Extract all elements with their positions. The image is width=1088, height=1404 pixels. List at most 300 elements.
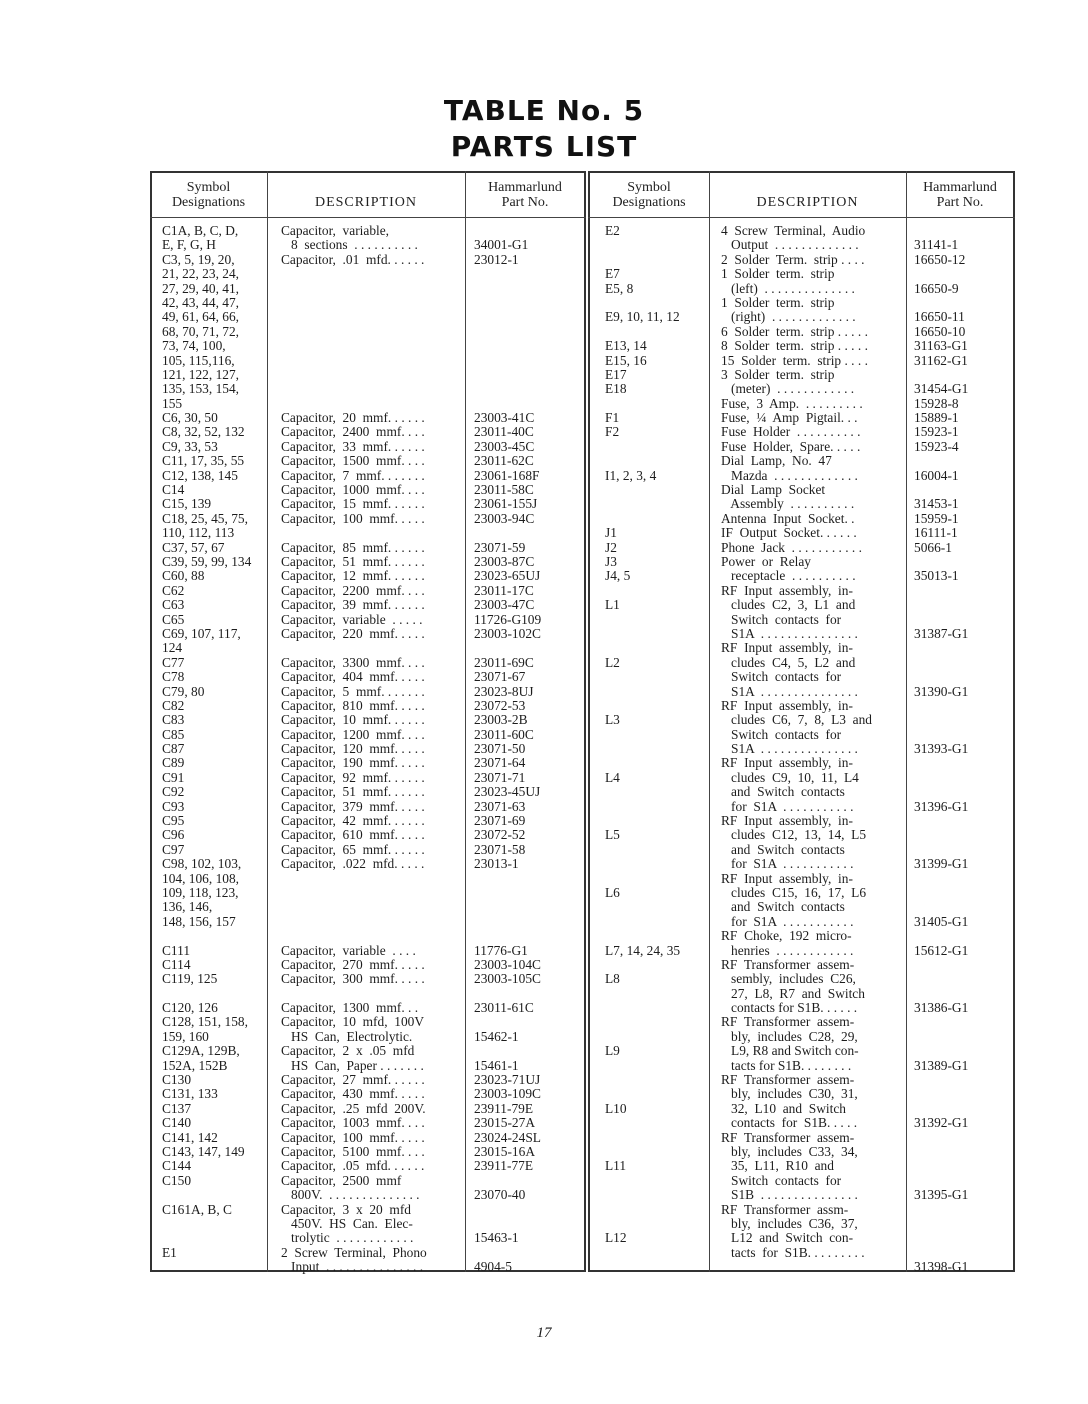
table-line: cludes C2, 3, L1 and: [721, 598, 856, 613]
table-line: [605, 497, 707, 511]
table-line: C39, 59, 99, 134: [162, 554, 252, 569]
table-line: Capacitor, 3 x 20 mfd: [281, 1202, 411, 1217]
table-line: [914, 598, 1012, 612]
table-line: 15923-4: [914, 439, 959, 454]
table-line: C150: [162, 1173, 192, 1188]
table-line: bly, includes C30, 31,: [721, 1087, 858, 1102]
right-symbol-column: [605, 224, 707, 1275]
table-line: C141, 142: [162, 1130, 218, 1145]
table-line: [605, 958, 707, 972]
table-line: 23023-45UJ: [474, 785, 541, 800]
table-line: contacts for S1B. . . . . .: [721, 1001, 858, 1016]
table-line: RF Transformer assem-: [721, 1073, 855, 1088]
table-line: RF Choke, 192 micro-: [721, 929, 852, 944]
table-line: [914, 699, 1012, 713]
table-line: 31405-G1: [914, 914, 969, 929]
table-line: [474, 641, 582, 655]
table-line: C98, 102, 103,: [162, 857, 242, 872]
table-line: [605, 1131, 707, 1145]
table-line: 32, L10 and Switch: [721, 1101, 846, 1116]
table-line: [162, 1260, 264, 1274]
table-line: E1: [162, 1245, 177, 1260]
table-line: [605, 987, 707, 1001]
table-line: 15959-1: [914, 511, 959, 526]
table-line: [605, 1116, 707, 1130]
table-line: C130: [162, 1073, 192, 1088]
table-line: 16650-11: [914, 310, 965, 325]
table-line: [281, 987, 463, 1001]
table-line: (meter) . . . . . . . . . . . .: [721, 382, 855, 397]
table-line: [605, 1217, 707, 1231]
table-line: [914, 1174, 1012, 1188]
table-line: [281, 641, 463, 655]
table-line: C95: [162, 814, 185, 829]
table-line: [605, 627, 707, 641]
table-line: [914, 267, 1012, 281]
table-line: C111: [162, 943, 191, 958]
table-line: [474, 368, 582, 382]
table-line: C85: [162, 727, 185, 742]
table-line: C11, 17, 35, 55: [162, 454, 245, 469]
table-line: C144: [162, 1159, 192, 1174]
table-line: 23071-69: [474, 814, 526, 829]
table-line: [605, 296, 707, 310]
table-line: 8 Solder term. strip . . . . .: [721, 339, 868, 354]
table-line: L2: [605, 655, 620, 670]
table-line: [605, 756, 707, 770]
table-line: Assembly . . . . . . . . . .: [721, 497, 855, 512]
table-line: 104, 106, 108,: [162, 871, 239, 886]
table-line: Capacitor, 379 mmf. . . . .: [281, 799, 425, 814]
table-line: [474, 382, 582, 396]
table-line: 23015-27A: [474, 1116, 535, 1131]
table-line: 16650-10: [914, 324, 966, 339]
table-line: Switch contacts for: [721, 1173, 842, 1188]
table-line: Capacitor, 120 mmf. . . . .: [281, 742, 425, 757]
table-line: [605, 512, 707, 526]
table-line: Capacitor, 5 mmf. . . . . . .: [281, 684, 425, 699]
table-line: 23071-71: [474, 770, 526, 785]
table-line: [474, 282, 582, 296]
table-line: [474, 267, 582, 281]
table-line: cludes C4, 5, L2 and: [721, 655, 856, 670]
table-line: [605, 483, 707, 497]
table-line: [281, 354, 463, 368]
table-line: 15928-8: [914, 396, 959, 411]
table-line: 15889-1: [914, 411, 959, 426]
table-line: L8: [605, 972, 620, 987]
table-line: [914, 713, 1012, 727]
table-line: Capacitor, 404 mmf. . . . .: [281, 670, 425, 685]
table-line: C161A, B, C: [162, 1202, 232, 1217]
table-line: 15461-1: [474, 1058, 519, 1073]
table-line: [605, 1001, 707, 1015]
table-line: 23061-168F: [474, 468, 540, 483]
table-line: 31399-G1: [914, 857, 969, 872]
table-line: RF Transformer assm-: [721, 1202, 849, 1217]
table-line: Capacitor, .022 mfd. . . . .: [281, 857, 425, 872]
table-line: [605, 843, 707, 857]
table-line: 68, 70, 71, 72,: [162, 324, 239, 339]
table-line: C9, 33, 53: [162, 439, 218, 454]
table-line: Capacitor, 42 mmf. . . . . .: [281, 814, 425, 829]
table-line: Capacitor, 610 mmf. . . . .: [281, 828, 425, 843]
table-line: L4: [605, 770, 620, 785]
table-line: Capacitor, 220 mmf. . . . .: [281, 626, 425, 641]
table-line: 450V. HS Can. Elec-: [281, 1216, 413, 1231]
table-line: L7, 14, 24, 35: [605, 943, 681, 958]
table-line: 23072-52: [474, 828, 526, 843]
table-line: 109, 118, 123,: [162, 885, 239, 900]
table-line: 23003-41C: [474, 411, 535, 426]
table-line: 1 Solder term. strip: [721, 267, 835, 282]
table-line: bly, includes C28, 29,: [721, 1029, 858, 1044]
table-line: [605, 728, 707, 742]
table-line: bly, includes C36, 37,: [721, 1216, 858, 1231]
table-line: [914, 1102, 1012, 1116]
table-line: 23023-71UJ: [474, 1073, 541, 1088]
table-line: Switch contacts for: [721, 670, 842, 685]
table-line: Capacitor, 7 mmf. . . . . . .: [281, 468, 425, 483]
table-line: 23071-59: [474, 540, 526, 555]
header-rule: [150, 217, 586, 218]
table-line: C63: [162, 598, 185, 613]
table-line: Capacitor, 10 mfd, 100V: [281, 1015, 425, 1030]
table-line: [281, 282, 463, 296]
header-part-no: Hammarlund Part No.: [488, 180, 562, 210]
table-line: Capacitor, 33 mmf. . . . . .: [281, 439, 425, 454]
table-line: S1A . . . . . . . . . . . . . . .: [721, 742, 858, 757]
table-line: L5: [605, 828, 620, 843]
table-line: C143, 147, 149: [162, 1145, 245, 1159]
table-line: [474, 872, 582, 886]
table-line: (left) . . . . . . . . . . . . . .: [721, 281, 855, 296]
table-line: [914, 728, 1012, 742]
table-line: Capacitor, 85 mmf. . . . . .: [281, 540, 425, 555]
table-line: [281, 325, 463, 339]
header-symbol-designations: Symbol Designations: [612, 180, 686, 210]
table-line: [914, 929, 1012, 943]
table-line: 23003-87C: [474, 554, 535, 569]
table-line: (right) . . . . . . . . . . . . .: [721, 310, 856, 325]
table-line: F2: [605, 425, 620, 440]
table-line: [605, 685, 707, 699]
table-line: [605, 857, 707, 871]
table-line: J4, 5: [605, 569, 631, 584]
table-line: 23015-16A: [474, 1145, 535, 1159]
table-line: Fuse Holder . . . . . . . . . .: [721, 425, 861, 440]
table-line: RF Input assembly, in-: [721, 583, 853, 598]
table-line: [914, 900, 1012, 914]
table-line: J1: [605, 526, 617, 541]
table-line: 23071-67: [474, 670, 526, 685]
table-line: E, F, G, H: [162, 238, 216, 253]
table-line: Capacitor, 51 mmf. . . . . .: [281, 785, 425, 800]
table-line: sembly, includes C26,: [721, 972, 856, 987]
table-line: 3 Solder term. strip: [721, 367, 835, 382]
table-line: Phone Jack . . . . . . . . . . .: [721, 540, 862, 555]
table-line: [605, 1174, 707, 1188]
table-line: 31163-G1: [914, 339, 968, 354]
table-line: cludes C15, 16, 17, L6: [721, 885, 867, 900]
table-line: 31393-G1: [914, 742, 969, 757]
table-line: [605, 1203, 707, 1217]
table-line: Capacitor, 430 mmf. . . . .: [281, 1087, 425, 1102]
table-line: [914, 828, 1012, 842]
table-line: [281, 368, 463, 382]
table-line: [162, 929, 264, 943]
table-line: 23072-53: [474, 698, 526, 713]
table-line: henries . . . . . . . . . . . .: [721, 943, 854, 958]
table-line: L12: [605, 1231, 627, 1246]
table-line: C1A, B, C, D,: [162, 224, 239, 238]
table-line: [474, 1203, 582, 1217]
table-line: C114: [162, 957, 191, 972]
table-line: 23071-50: [474, 742, 526, 757]
table-line: E18: [605, 382, 627, 397]
table-line: L6: [605, 885, 620, 900]
table-line: 23011-62C: [474, 454, 534, 469]
table-line: 23003-47C: [474, 598, 535, 613]
table-line: Capacitor, 810 mmf. . . . .: [281, 698, 425, 713]
table-line: 21, 22, 23, 24,: [162, 267, 239, 282]
table-line: tacts for S1B. . . . . . . . .: [721, 1245, 865, 1260]
table-line: [281, 915, 463, 929]
table-line: [605, 1030, 707, 1044]
table-line: [914, 613, 1012, 627]
table-line: RF Input assembly, in-: [721, 641, 853, 656]
table-line: 23911-77E: [474, 1159, 534, 1174]
table-line: 23003-105C: [474, 972, 541, 987]
table-line: Capacitor, 2400 mmf. . . .: [281, 425, 425, 440]
table-line: 27, 29, 40, 41,: [162, 281, 239, 296]
table-line: [605, 440, 707, 454]
table-line: [605, 1073, 707, 1087]
table-line: C6, 30, 50: [162, 411, 218, 426]
table-line: RF Transformer assem-: [721, 957, 855, 972]
left-description-column: [281, 224, 463, 1275]
table-line: [281, 526, 463, 540]
table-line: [914, 1044, 1012, 1058]
table-line: Capacitor, 2200 mmf. . . .: [281, 583, 425, 598]
table-line: J3: [605, 554, 617, 569]
table-line: 23024-24SL: [474, 1130, 541, 1145]
table-line: [605, 742, 707, 756]
table-line: Capacitor, 5100 mmf. . . .: [281, 1145, 425, 1159]
table-line: Fuse, 3 Amp. . . . . . . . . .: [721, 396, 863, 411]
table-line: contacts for S1B. . . . .: [721, 1116, 858, 1131]
table-line: 23011-40C: [474, 425, 534, 440]
table-line: [605, 785, 707, 799]
table-line: 23071-58: [474, 842, 526, 857]
table-line: [605, 253, 707, 267]
table-line: 15 Solder term. strip . . . .: [721, 353, 868, 368]
table-line: 34001-G1: [474, 238, 529, 253]
table-line: [474, 1015, 582, 1029]
table-line: [914, 224, 1012, 238]
table-line: C137: [162, 1101, 192, 1116]
table-line: 6 Solder term. strip . . . . .: [721, 324, 868, 339]
table-line: 27, L8, R7 and Switch: [721, 986, 865, 1001]
table-line: [914, 1030, 1012, 1044]
table-line: 42, 43, 44, 47,: [162, 295, 239, 310]
table-line: Capacitor, 12 mmf. . . . . .: [281, 569, 425, 584]
table-line: [474, 900, 582, 914]
table-line: [914, 1203, 1012, 1217]
table-line: RF Input assembly, in-: [721, 756, 853, 771]
table-line: C60, 88: [162, 569, 205, 584]
table-line: [605, 1015, 707, 1029]
table-line: Power or Relay: [721, 554, 811, 569]
table-line: 23012-1: [474, 252, 519, 267]
table-line: 31162-G1: [914, 353, 968, 368]
table-line: 23023-8UJ: [474, 684, 534, 699]
table-line: trolytic . . . . . . . . . . . .: [281, 1231, 414, 1246]
table-line: C83: [162, 713, 185, 728]
table-line: [474, 310, 582, 324]
table-line: C87: [162, 742, 185, 757]
table-line: [914, 756, 1012, 770]
table-line: 2 Screw Terminal, Phono: [281, 1245, 427, 1260]
table-line: Capacitor, 39 mmf. . . . . .: [281, 598, 425, 613]
table-line: 31387-G1: [914, 626, 969, 641]
table-line: [914, 1231, 1012, 1245]
table-line: 152A, 152B: [162, 1058, 228, 1073]
table-line: [281, 296, 463, 310]
table-line: 23003-104C: [474, 957, 541, 972]
table-line: for S1A . . . . . . . . . . .: [721, 857, 854, 872]
table-line: C131, 133: [162, 1087, 218, 1102]
table-line: [914, 368, 1012, 382]
table-line: 31398-G1: [914, 1260, 969, 1275]
table-line: C82: [162, 698, 185, 713]
table-line: [474, 339, 582, 353]
table-line: C14: [162, 483, 185, 498]
table-line: [914, 555, 1012, 569]
table-line: Capacitor, 300 mmf. . . . .: [281, 972, 425, 987]
table-line: [605, 584, 707, 598]
table-line: E2: [605, 224, 620, 238]
table-line: [914, 641, 1012, 655]
table-line: [605, 699, 707, 713]
table-line: Capacitor, 1300 mmf. . .: [281, 1001, 419, 1016]
table-line: Dial Lamp, No. 47: [721, 454, 832, 469]
table-line: 23011-17C: [474, 583, 534, 598]
table-line: Capacitor, 100 mmf. . . . .: [281, 1130, 425, 1145]
table-line: C120, 126: [162, 1001, 218, 1016]
table-line: Capacitor, 1500 mmf. . . .: [281, 454, 425, 469]
table-line: 15612-G1: [914, 943, 969, 958]
table-line: [914, 584, 1012, 598]
table-line: C77: [162, 655, 185, 670]
table-line: [605, 641, 707, 655]
table-line: 8 sections . . . . . . . . . .: [281, 238, 418, 253]
table-line: [605, 800, 707, 814]
table-line: L11: [605, 1159, 627, 1174]
column-divider: [267, 171, 268, 1272]
table-line: [474, 915, 582, 929]
table-line: Capacitor, 15 mmf. . . . . .: [281, 497, 425, 512]
table-line: L9, R8 and Switch con-: [721, 1044, 859, 1059]
table-line: cludes C6, 7, 8, L3 and: [721, 713, 872, 728]
table-line: C128, 151, 158,: [162, 1015, 248, 1030]
table-line: [605, 929, 707, 943]
table-line: Capacitor, 1000 mmf. . . .: [281, 483, 425, 498]
table-line: 110, 112, 113: [162, 526, 235, 541]
table-line: 135, 153, 154,: [162, 382, 239, 397]
header-description: DESCRIPTION: [756, 195, 859, 210]
table-line: Input . . . . . . . . . . . . . . .: [281, 1260, 424, 1275]
table-line: Capacitor, 20 mmf. . . . . .: [281, 411, 425, 426]
table-line: C92: [162, 785, 185, 800]
table-line: Switch contacts for: [721, 612, 842, 627]
table-line: 16650-9: [914, 281, 959, 296]
table-line: HS Can, Electrolytic.: [281, 1029, 413, 1044]
table-line: Mazda . . . . . . . . . . . . .: [721, 468, 858, 483]
table-line: and Switch contacts: [721, 842, 845, 857]
table-line: RF Transformer assem-: [721, 1130, 855, 1145]
table-line: 49, 61, 64, 66,: [162, 310, 239, 325]
table-line: E17: [605, 367, 627, 382]
table-line: [914, 1015, 1012, 1029]
table-line: 31386-G1: [914, 1001, 969, 1016]
table-line: 73, 74, 100,: [162, 339, 226, 354]
table-line: [605, 1059, 707, 1073]
table-line: 23011-61C: [474, 1001, 534, 1016]
table-line: 155: [162, 396, 183, 411]
table-line: C96: [162, 828, 185, 843]
table-line: 23003-45C: [474, 439, 535, 454]
table-line: [474, 1044, 582, 1058]
table-line: [474, 526, 582, 540]
table-line: C62: [162, 583, 185, 598]
table-line: [474, 1174, 582, 1188]
table-line: RF Input assembly, in-: [721, 871, 853, 886]
table-line: [914, 1159, 1012, 1173]
table-line: and Switch contacts: [721, 900, 845, 915]
table-line: Capacitor, 2500 mmf: [281, 1173, 402, 1188]
table-line: [162, 1188, 264, 1202]
table-line: [281, 267, 463, 281]
table-line: Capacitor, variable . . . . .: [281, 612, 423, 627]
table-line: [914, 1073, 1012, 1087]
table-line: 23003-2B: [474, 713, 528, 728]
table-line: I1, 2, 3, 4: [605, 468, 657, 483]
right-part-number-column: [914, 224, 1012, 1275]
table-line: [914, 785, 1012, 799]
table-line: Capacitor, 92 mmf. . . . . .: [281, 770, 425, 785]
table-line: [914, 987, 1012, 1001]
table-line: [914, 670, 1012, 684]
table-line: Dial Lamp Socket: [721, 483, 826, 498]
table-line: 2 Solder Term. strip . . . .: [721, 252, 865, 267]
right-description-column: [721, 224, 904, 1260]
table-line: [605, 238, 707, 252]
table-line: 23023-65UJ: [474, 569, 541, 584]
table-line: 23011-58C: [474, 483, 534, 498]
table-line: L9: [605, 1044, 620, 1059]
header-symbol-designations: Symbol Designations: [171, 180, 246, 210]
table-line: HS Can, Paper . . . . . . .: [281, 1058, 424, 1073]
table-line: Capacitor, 2 x .05 mfd: [281, 1044, 415, 1059]
table-line: S1A . . . . . . . . . . . . . . .: [721, 626, 858, 641]
table-line: [281, 886, 463, 900]
table-line: [474, 886, 582, 900]
table-line: bly, includes C33, 34,: [721, 1145, 858, 1159]
table-line: L10: [605, 1101, 627, 1116]
table-line: [474, 354, 582, 368]
table-line: [914, 972, 1012, 986]
